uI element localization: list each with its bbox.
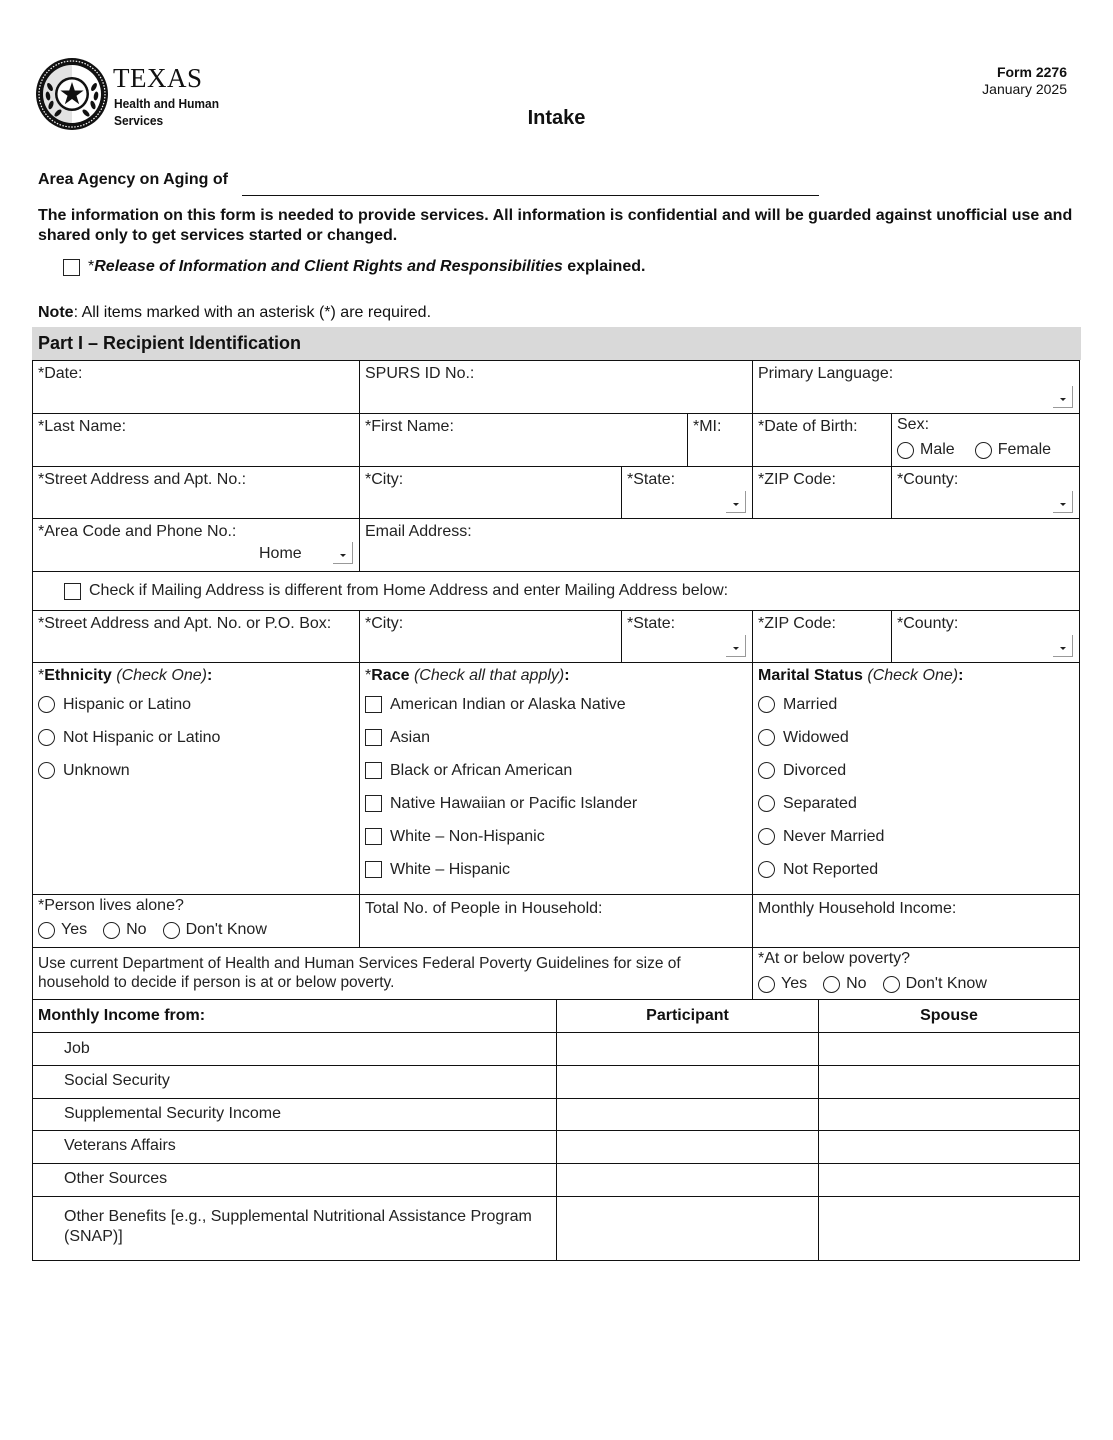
last-name-label: *Last Name: <box>38 418 127 435</box>
income-row-label: Other Benefits [e.g., Supplemental Nutritional Assistance Program (SNAP)] <box>32 1196 557 1261</box>
poverty-dontknow-radio[interactable] <box>883 976 900 993</box>
race-hint: (Check all that apply) <box>413 667 565 684</box>
income-row-label: Other Sources <box>32 1163 557 1197</box>
ethnicity-radio[interactable] <box>38 696 55 713</box>
mail-zip-field[interactable] <box>752 610 892 663</box>
mi-field[interactable] <box>687 413 753 467</box>
income-participant-cell[interactable] <box>556 1163 819 1197</box>
mailing-address-checkbox[interactable] <box>64 583 81 600</box>
mail-county-dropdown[interactable] <box>1053 635 1073 657</box>
ethnicity-option[interactable] <box>38 721 354 754</box>
race-section <box>359 662 753 895</box>
phone-label: *Area Code and Phone No.: <box>38 523 237 540</box>
ethnicity-label: Ethnicity <box>44 667 112 684</box>
poverty-note: Use current Department of Health and Human Services Federal Poverty Guidelines for size of household to decide if person is at or below poverty. <box>32 947 753 1000</box>
marital-option-label: Not Reported <box>783 860 879 878</box>
release-checkbox[interactable] <box>63 259 80 276</box>
income-spouse-cell[interactable] <box>818 1098 1080 1131</box>
marital-option[interactable] <box>758 754 1074 787</box>
marital-option-label: Never Married <box>783 827 885 845</box>
ethnicity-option-label: Unknown <box>63 761 130 779</box>
county-field[interactable] <box>891 466 1080 519</box>
ethnicity-radio[interactable] <box>38 762 55 779</box>
mail-state-field[interactable] <box>621 610 753 663</box>
poverty-no-radio[interactable] <box>823 976 840 993</box>
street-label: *Street Address and Apt. No.: <box>38 471 247 488</box>
race-checkbox[interactable] <box>365 828 382 845</box>
lives-alone-yes-label: Yes <box>61 921 88 938</box>
mail-zip-label: *ZIP Code: <box>758 615 836 632</box>
income-header-spouse: Spouse <box>818 999 1080 1033</box>
marital-radio[interactable] <box>758 729 775 746</box>
phone-field[interactable] <box>32 518 360 572</box>
sex-male-label: Male <box>920 441 955 458</box>
marital-radio[interactable] <box>758 795 775 812</box>
household-income-field[interactable] <box>752 894 1080 948</box>
poverty-dontknow-label: Don't Know <box>905 975 987 992</box>
marital-option[interactable] <box>758 688 1074 721</box>
marital-radio[interactable] <box>758 762 775 779</box>
race-option[interactable] <box>365 853 747 886</box>
ethnicity-heading <box>38 666 354 686</box>
lives-alone-label: *Person lives alone? <box>38 897 184 914</box>
marital-option[interactable] <box>758 820 1074 853</box>
phone-type-dropdown[interactable] <box>333 542 353 564</box>
marital-option[interactable] <box>758 787 1074 820</box>
note <box>38 304 431 322</box>
marital-section <box>752 662 1080 895</box>
mail-street-field[interactable] <box>32 610 360 663</box>
race-asterisk: * <box>365 667 372 684</box>
last-name-field[interactable] <box>32 413 360 467</box>
race-option[interactable] <box>365 820 747 853</box>
mailing-address-row <box>32 571 1080 611</box>
mail-county-label: *County: <box>897 615 959 632</box>
mail-city-field[interactable] <box>359 610 622 663</box>
race-option[interactable] <box>365 721 747 754</box>
income-spouse-cell[interactable] <box>818 1196 1080 1261</box>
note-label: Note <box>38 304 74 321</box>
lives-alone-yes-radio[interactable] <box>38 922 55 939</box>
city-label: *City: <box>365 471 404 488</box>
marital-option-label: Separated <box>783 794 857 812</box>
poverty-yes-label: Yes <box>781 975 808 992</box>
logo-texas-text: TEXAS <box>113 63 203 93</box>
dob-field[interactable] <box>752 413 892 467</box>
release-suffix: explained. <box>562 258 646 275</box>
mail-state-label: *State: <box>627 615 676 632</box>
primary-language-label: Primary Language: <box>758 365 894 382</box>
household-total-label: Total No. of People in Household: <box>365 900 603 917</box>
phone-type-value: Home <box>259 545 302 562</box>
race-option-label: Asian <box>390 728 431 746</box>
income-spouse-cell[interactable] <box>818 1163 1080 1197</box>
intro-text: The information on this form is needed to provide services. All information is confidential and will be guarded against unofficial use and shared only to get services started or changed. <box>38 207 1073 244</box>
income-participant-cell[interactable] <box>556 1098 819 1131</box>
release-row <box>63 258 645 276</box>
marital-radio[interactable] <box>758 861 775 878</box>
lives-alone-dontknow-radio[interactable] <box>163 922 180 939</box>
income-row-label: Veterans Affairs <box>32 1130 557 1164</box>
marital-heading <box>758 666 1074 686</box>
income-participant-cell[interactable] <box>556 1065 819 1099</box>
income-participant-cell[interactable] <box>556 1196 819 1261</box>
sex-label: Sex: <box>897 416 930 433</box>
release-italic-text: Release of Information and Client Rights and Responsibilities <box>94 258 563 275</box>
mail-state-dropdown[interactable] <box>726 635 746 657</box>
state-dropdown[interactable] <box>726 491 746 513</box>
race-option[interactable] <box>365 688 747 721</box>
income-participant-cell[interactable] <box>556 1032 819 1066</box>
state-field[interactable] <box>621 466 753 519</box>
mail-street-label: *Street Address and Apt. No. or P.O. Box: <box>38 615 332 632</box>
agency-input[interactable] <box>242 170 819 194</box>
marital-option-label: Widowed <box>783 728 849 746</box>
ethnicity-colon: : <box>206 667 213 684</box>
form-date: January 2025 <box>982 81 1067 97</box>
income-spouse-cell[interactable] <box>818 1065 1080 1099</box>
income-spouse-cell[interactable] <box>818 1130 1080 1164</box>
marital-option[interactable] <box>758 853 1074 886</box>
sex-female-radio[interactable] <box>975 442 992 459</box>
form-number: Form 2276 <box>996 64 1067 80</box>
mail-county-field[interactable] <box>891 610 1080 663</box>
race-checkbox[interactable] <box>365 696 382 713</box>
race-label: Race <box>371 667 410 684</box>
primary-language-dropdown[interactable] <box>1053 386 1073 408</box>
first-name-label: *First Name: <box>365 418 454 435</box>
primary-language-field[interactable] <box>752 360 1080 414</box>
mi-label: *MI: <box>693 418 722 435</box>
ethnicity-option-label: Hispanic or Latino <box>63 695 192 713</box>
date-field[interactable] <box>32 360 360 414</box>
race-checkbox[interactable] <box>365 762 382 779</box>
race-checkbox[interactable] <box>365 861 382 878</box>
sex-male-radio[interactable] <box>897 442 914 459</box>
sex-field <box>891 413 1080 467</box>
ethnicity-asterisk: * <box>38 667 45 684</box>
poverty-field <box>752 947 1080 1000</box>
logo-line-2: Health and Human <box>114 96 219 111</box>
ethnicity-radio[interactable] <box>38 729 55 746</box>
race-option[interactable] <box>365 754 747 787</box>
spurs-id-field[interactable] <box>359 360 753 414</box>
state-label: *State: <box>627 471 676 488</box>
release-asterisk: * <box>88 258 95 275</box>
race-option[interactable] <box>365 787 747 820</box>
marital-option[interactable] <box>758 721 1074 754</box>
ethnicity-section <box>32 662 360 895</box>
lives-alone-dontknow-label: Don't Know <box>185 921 267 938</box>
income-row-label: Social Security <box>32 1065 557 1099</box>
race-colon: : <box>564 667 570 684</box>
lives-alone-no-label: No <box>126 921 147 938</box>
income-row-label: Job <box>32 1032 557 1066</box>
street-field[interactable] <box>32 466 360 519</box>
sex-female-label: Female <box>997 441 1052 458</box>
race-option-label: American Indian or Alaska Native <box>390 695 626 713</box>
email-field[interactable] <box>359 518 1080 572</box>
poverty-yes-radio[interactable] <box>758 976 775 993</box>
income-row-label: Supplemental Security Income <box>32 1098 557 1131</box>
ethnicity-hint: (Check One) <box>116 667 207 684</box>
form-number-block <box>982 64 1067 98</box>
agency-underline <box>242 195 819 196</box>
date-label: *Date: <box>38 365 83 382</box>
race-checkbox[interactable] <box>365 729 382 746</box>
logo-line-3: Services <box>114 113 164 128</box>
mailing-address-label: Check if Mailing Address is different from Home Address and enter Mailing Address below: <box>89 582 729 599</box>
page-title: Intake <box>527 107 586 129</box>
poverty-label: *At or below poverty? <box>758 950 911 967</box>
note-text: : All items marked with an asterisk (*) are required. <box>73 304 432 321</box>
marital-option-label: Divorced <box>783 761 847 779</box>
race-checkbox[interactable] <box>365 795 382 812</box>
mail-city-label: *City: <box>365 615 404 632</box>
ethnicity-option-label: Not Hispanic or Latino <box>63 728 221 746</box>
part1-header: Part I – Recipient Identification <box>32 327 1081 360</box>
income-header-participant: Participant <box>556 999 819 1033</box>
household-total-field[interactable] <box>359 894 753 948</box>
dob-label: *Date of Birth: <box>758 418 858 435</box>
first-name-field[interactable] <box>359 413 688 467</box>
spurs-id-label: SPURS ID No.: <box>365 365 475 382</box>
poverty-no-label: No <box>846 975 867 992</box>
agency-label: Area Agency on Aging of <box>38 171 228 188</box>
ethnicity-option[interactable] <box>38 754 354 787</box>
zip-field[interactable] <box>752 466 892 519</box>
income-header-source: Monthly Income from: <box>32 999 557 1033</box>
race-heading <box>365 666 747 686</box>
income-participant-cell[interactable] <box>556 1130 819 1164</box>
race-option-label: White – Non-Hispanic <box>390 827 545 845</box>
race-option-label: Black or African American <box>390 761 573 779</box>
marital-radio[interactable] <box>758 696 775 713</box>
race-option-label: Native Hawaiian or Pacific Islander <box>390 794 638 812</box>
household-income-label: Monthly Household Income: <box>758 900 957 917</box>
ethnicity-option[interactable] <box>38 688 354 721</box>
city-field[interactable] <box>359 466 622 519</box>
marital-hint: (Check One) <box>867 667 959 684</box>
lives-alone-field <box>32 894 360 948</box>
marital-option-label: Married <box>783 695 838 713</box>
race-option-label: White – Hispanic <box>390 860 511 878</box>
lives-alone-no-radio[interactable] <box>103 922 120 939</box>
income-spouse-cell[interactable] <box>818 1032 1080 1066</box>
county-label: *County: <box>897 471 959 488</box>
marital-radio[interactable] <box>758 828 775 845</box>
marital-label: Marital Status <box>758 667 863 684</box>
county-dropdown[interactable] <box>1053 491 1073 513</box>
email-label: Email Address: <box>365 523 472 540</box>
marital-colon: : <box>958 667 964 684</box>
zip-label: *ZIP Code: <box>758 471 836 488</box>
